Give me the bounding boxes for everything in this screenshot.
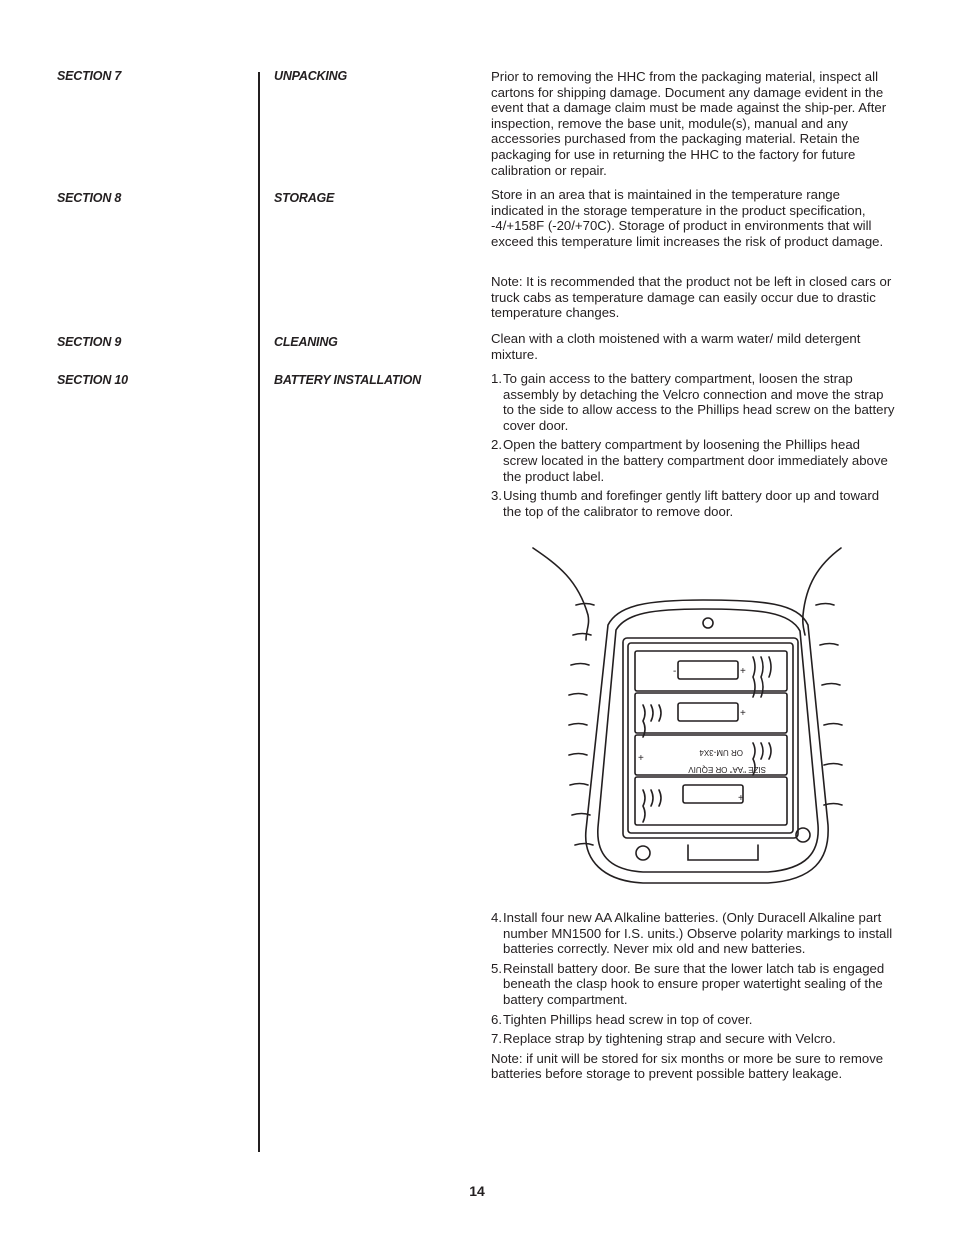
step-number: 2.	[491, 437, 502, 453]
left-grip-ridges	[569, 604, 594, 846]
compartment-inner	[628, 643, 793, 833]
figure-label-size-aa: SIZE "AA" OR EQUIV	[688, 765, 766, 774]
plus-mark-1: +	[740, 666, 746, 677]
battery-note: Note: if unit will be stored for six months or more be sure to remove batteries before storage to prevent possible battery leakage.	[491, 1050, 884, 1082]
battery-step-7	[491, 1031, 896, 1047]
plus-mark-2: +	[740, 708, 746, 719]
battery-compartment-figure	[528, 545, 848, 895]
step-text: Tighten Phillips head screw in top of cover.	[503, 1011, 753, 1027]
battery-step-4	[491, 910, 896, 957]
minus-mark-1: -	[673, 666, 677, 677]
step-number: 5.	[491, 960, 502, 976]
storage-paragraph: Store in an area that is maintained in the temperature range indicated in the storage temperature in the product specification, -4/+158F (-20/+70C). Storage of product in environments that will exceed this temperature limit increases the risk of product damage.	[491, 187, 884, 249]
top-screw-icon	[703, 618, 713, 628]
section-8-label: SECTION 8	[57, 191, 122, 205]
spring-4	[643, 790, 661, 822]
column-divider	[258, 72, 260, 1152]
battery-slot-1	[635, 651, 787, 691]
left-strap-curve	[533, 548, 589, 640]
latch-tab	[688, 845, 758, 860]
battery-steps-1-3	[491, 371, 896, 519]
section-8-title: STORAGE	[274, 191, 335, 205]
battery-step-6	[491, 1012, 896, 1028]
battery-slot-2	[635, 693, 787, 733]
step-number: 1.	[491, 371, 502, 386]
step-number: 6.	[491, 1011, 502, 1027]
step-number: 3.	[491, 488, 502, 504]
page-number: 14	[469, 1183, 485, 1199]
section-7-title: UNPACKING	[274, 69, 347, 83]
section-10-title: BATTERY INSTALLATION	[274, 373, 421, 387]
storage-body	[491, 187, 896, 249]
step-text: Reinstall battery door. Be sure that the lower latch tab is engaged beneath the clasp hook to ensure proper watertight sealing of the battery compartment.	[503, 960, 885, 1007]
step-text: To gain access to the battery compartment, loosen the strap assembly by detaching the Velcro connection and move the strap to the side to allow access to the Phillips head screw on the battery cover door.	[503, 371, 895, 433]
battery-4	[683, 785, 743, 803]
storage-note	[491, 274, 896, 321]
step-text: Open the battery compartment by loosening the Phillips head screw located in the battery compartment door immediately above the product label.	[503, 437, 888, 484]
section-9-label: SECTION 9	[57, 335, 122, 349]
step-number: 7.	[491, 1031, 502, 1047]
cleaning-body	[491, 331, 896, 362]
battery-step-5	[491, 961, 896, 1008]
figure-label-um3x4: OR UM-3X4	[699, 748, 743, 757]
battery-step-3	[491, 488, 896, 519]
step-text: Using thumb and forefinger gently lift battery door up and toward the top of the calibrator to remove door.	[503, 488, 880, 519]
bottom-left-screw-icon	[636, 846, 650, 860]
battery-2	[678, 703, 738, 721]
unpacking-paragraph: Prior to removing the HHC from the packaging material, inspect all cartons for shipping damage. Document any damage evident in the event that a damage claim must be made against the ship-per. After inspection, remove the base unit, module(s), manual and any accessories purchased from the packaging material. Retain the packaging for use in returning the HHC to the factory for future calibration or repair.	[491, 69, 887, 178]
right-grip-ridges	[816, 604, 842, 806]
section-9-title: CLEANING	[274, 335, 338, 349]
cleaning-paragraph: Clean with a cloth moistened with a warm water/ mild detergent mixture.	[491, 331, 861, 362]
section-7-label: SECTION 7	[57, 69, 122, 83]
storage-note-paragraph: Note: It is recommended that the product not be left in closed cars or truck cabs as temperature damage can easily occur due to drastic temperature changes.	[491, 274, 892, 321]
battery-1	[678, 661, 738, 679]
battery-steps-4-7	[491, 910, 896, 1082]
plus-mark-4: +	[738, 793, 744, 804]
unpacking-body	[491, 69, 896, 178]
battery-step-1	[491, 371, 896, 433]
right-strap-curve	[803, 548, 841, 635]
step-text: Replace strap by tightening strap and secure with Velcro.	[503, 1031, 836, 1047]
step-number: 4.	[491, 910, 502, 925]
battery-step-2	[491, 437, 896, 484]
step-text: Install four new AA Alkaline batteries. (Only Duracell Alkaline part number MN1500 for I.S. units.) Observe polarity markings to install batteries correctly. Never mix old and new batteries.	[503, 910, 893, 957]
section-10-label: SECTION 10	[57, 373, 128, 387]
plus-mark-3: +	[638, 753, 644, 764]
